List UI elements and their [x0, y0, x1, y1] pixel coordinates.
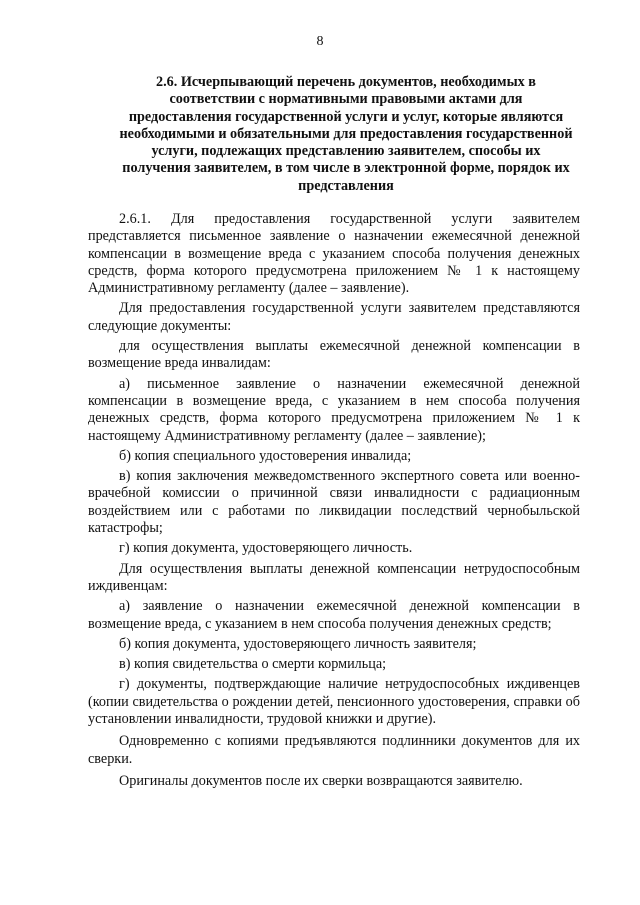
list-item-v-conclusion: в) копия заключения межведомственного экспертного совета или военно-врачебной комиссии о причинной связи инвалидности с радиационным воздействием или с работами по ликвидации последствий чернобыльской катастрофы; [88, 468, 580, 537]
paragraph-dependents-intro: Для осуществления выплаты денежной компенсации нетрудоспособным иждивенцам: [88, 560, 580, 594]
list-item-v-death-certificate: в) копия свидетельства о смерти кормильца; [119, 656, 387, 673]
list-item-b-applicant-identity: б) копия документа, удостоверяющего личность заявителя; [119, 635, 477, 652]
paragraph-documents-intro: Для предоставления государственной услуги заявителем представляются следующие документы: [88, 300, 580, 334]
list-item-b-certificate: б) копия специального удостоверения инвалида; [119, 447, 412, 464]
paragraph-2-6-1: 2.6.1. Для предоставления государственной услуги заявителем представляется письменное заявление о назначении ежемесячной денежной компенсации в возмещение вреда с указанием способа получения денежных средств, форма которого предусмотрена приложением № 1 к настоящему Административному регламенту (далее – заявление). [88, 211, 580, 297]
paragraph-invalids-intro: для осуществления выплаты ежемесячной денежной компенсации в возмещение вреда инвалидам: [88, 338, 580, 372]
list-item-a-application: а) письменное заявление о назначении ежемесячной денежной компенсации в возмещение вреда, с указанием в нем способа получения денежных средств, форма которого предусмотрена приложением № 1 к настоящему Административному регламенту (далее – заявление); [88, 375, 580, 444]
paragraph-originals-returned: Оригиналы документов после их сверки возвращаются заявителю. [119, 772, 523, 789]
paragraph-originals-presented: Одновременно с копиями предъявляются подлинники документов для их сверки. [88, 733, 580, 767]
page-number: 8 [316, 34, 324, 49]
list-item-a-dependents-application: а) заявление о назначении ежемесячной денежной компенсации в возмещение вреда, с указанием в нем способа получения денежных средств; [88, 598, 580, 632]
list-item-g-identity: г) копия документа, удостоверяющего личность. [119, 540, 413, 557]
list-item-g-supporting-documents: г) документы, подтверждающие наличие нетрудоспособных иждивенцев (копии свидетельства о рождении детей, пенсионного удостоверения, справки об установлении инвалидности, трудовой книжки и другие). [88, 676, 580, 728]
section-heading: 2.6. Исчерпывающий перечень документов, необходимых в соответствии с нормативными правовыми актами для предоставления государственной услуги и услуг, которые являются необходимыми и обязательными для предоставления государственной услуги, подлежащих представлению заявителем, способы их получения заявителем, в том числе в электронной форме, порядок их представления [119, 74, 573, 194]
section-body [88, 211, 580, 790]
